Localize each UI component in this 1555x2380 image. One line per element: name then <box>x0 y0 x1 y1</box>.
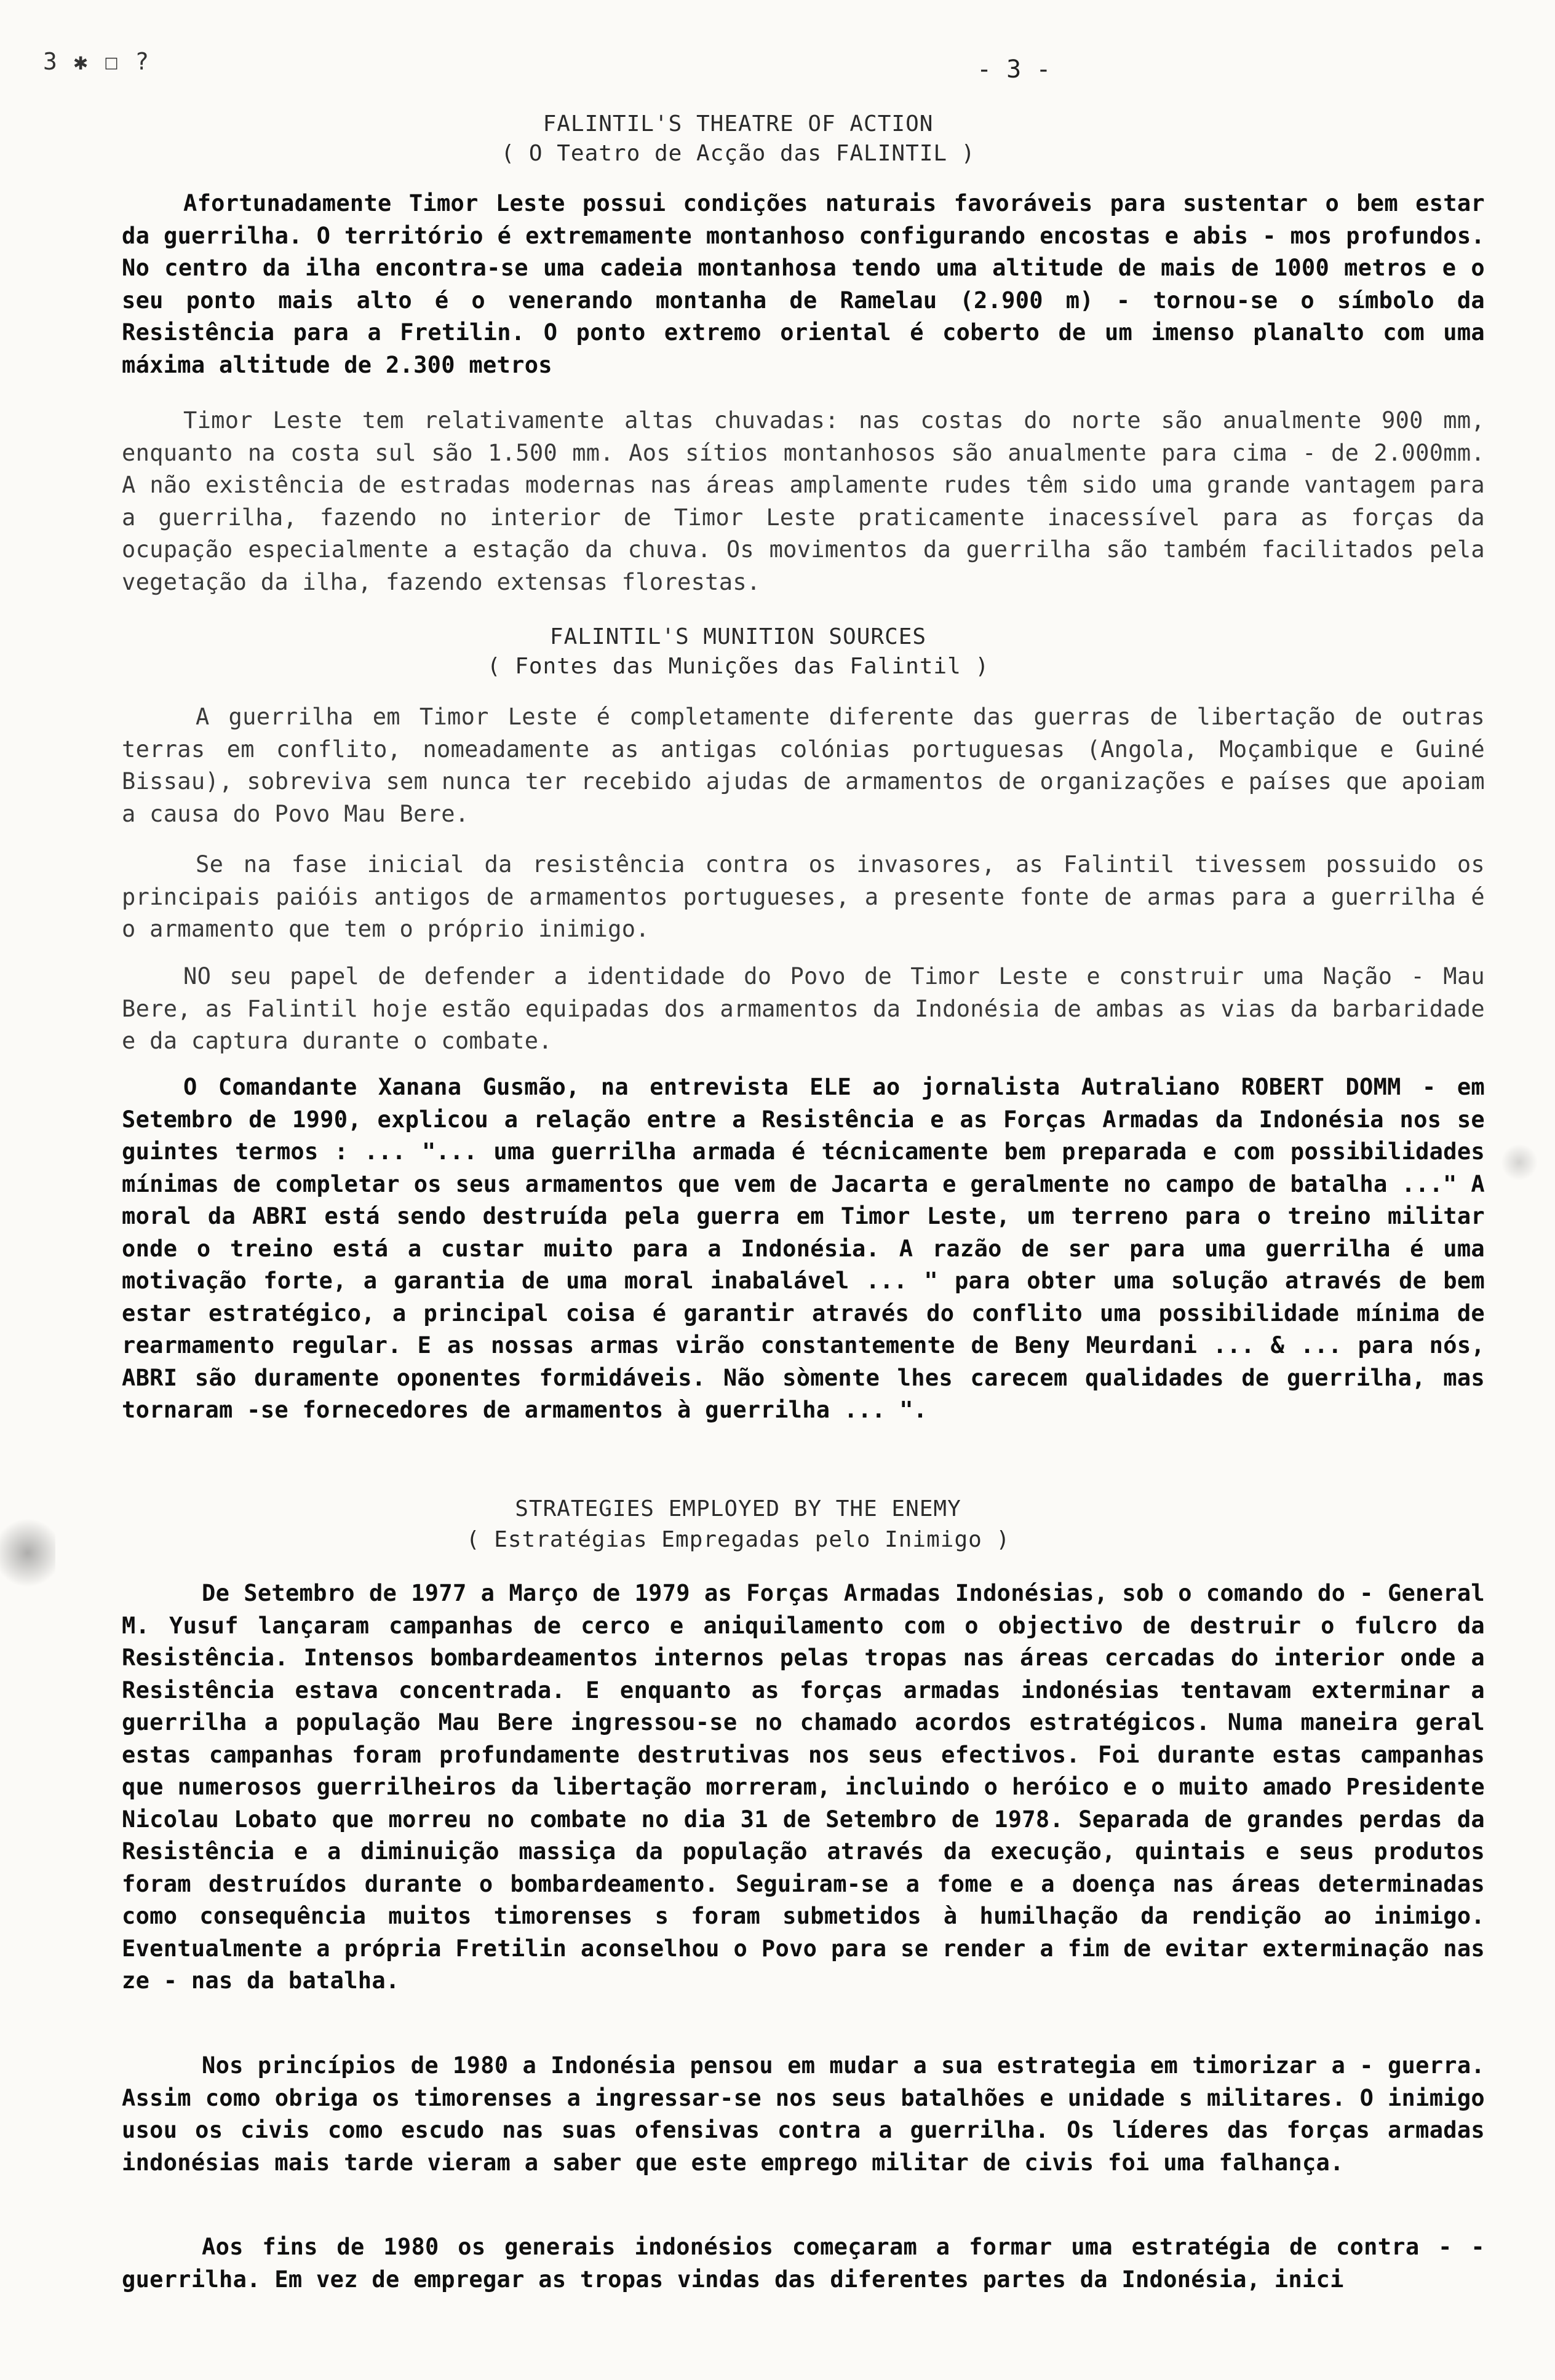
section-subheading-theatre: ( O Teatro de Acção das FALINTIL ) <box>501 141 976 166</box>
corner-handwritten-mark: 3 ✱ ☐ ? <box>43 48 151 75</box>
paragraph-theatre-2: Timor Leste tem relativamente altas chuvadas: nas costas do norte são anualmente 900 mm, enquanto na costa sul são 1.500 mm. Aos sítios montanhosos são anualmente para cima - de 2.000mm. A não existência de estradas modernas nas áreas amplamente rudes têm sido uma grande vantagem para a guerrilha, fazendo no interior de Timor Leste praticamente inacessível para as forças da ocupação especialmente a estação da chuva. Os movimentos da guerrilha são também facilitados pela vegetação da ilha, fazendo extensas florestas. <box>122 407 1485 595</box>
paragraph-strategies-1: De Setembro de 1977 a Março de 1979 as Forças Armadas Indonésias, sob o comando do - General M. Yusuf lançaram campanhas de cerco e aniquilamento com o objectivo de destruir o fulcro da Resistência. Intensos bombardeamentos internos pelas tropas nas áreas cercadas do interior onde a Resistência estava concentrada. E enquanto as forças armadas indonésias tentavam exterminar a guerrilha a população Mau Bere ingressou-se no chamado acordos estratégicos. Numa maneira geral estas campanhas foram profundamente destrutivas nos seus efectivos. Foi durante estas campanhas que numerosos guerrilheiros da libertação morreram, incluindo o heróico e o muito amado Presidente Nicolau Lobato que morreu no combate no dia 31 de Setembro de 1978. Separada de grandes perdas da Resistência e a diminuição massiça da população através da execução, quintais e seus produtos foram destruídos durante o bombardeamento. Seguiram-se a fome e a doença nas áreas determinadas como consequência muitos timorenses s foram submetidos à humilhação da rendição ao inimigo. Eventualmente a própria Fretilin aconselhou o Povo para se render a fim de evitar exterminação nas ze - nas da batalha. <box>122 1580 1485 1994</box>
section-heading-munition: FALINTIL'S MUNITION SOURCES <box>549 624 927 649</box>
scan-smudge-left <box>0 1513 55 1593</box>
paragraph-munition-3: NO seu papel de defender a identidade do Povo de Timor Leste e construir uma Nação - Mau Bere, as Falintil hoje estão equipadas dos armamentos da Indonésia de ambas as vias da barbaridade e da captura durante o combate. <box>122 963 1485 1054</box>
paragraph-munition-2: Se na fase inicial da resistência contra os invasores, as Falintil tivessem possuido os principais paióis antigos de armamentos portugueses, a presente fonte de armas para a guerrilha é o armamento que tem o próprio inimigo. <box>122 851 1485 942</box>
section-heading-theatre: FALINTIL'S THEATRE OF ACTION <box>543 111 934 137</box>
paragraph-strategies-2: Nos princípios de 1980 a Indonésia pensou em mudar a sua estrategia em timorizar a - guerra. Assim como obriga os timorenses a ingressar-se nos seus batalhões e unidade s militares. O inimigo usou os civis como escudo nas suas ofensivas contra a guerrilha. Os líderes das forças armadas indonésias mais tarde vieram a saber que este emprego militar de civis foi uma falhança. <box>122 2052 1485 2176</box>
scan-smudge-right <box>1501 1144 1538 1181</box>
section-subheading-strategies: ( Estratégias Empregadas pelo Inimigo ) <box>466 1527 1011 1552</box>
page-number: - 3 - <box>977 55 1051 84</box>
section-heading-strategies: STRATEGIES EMPLOYED BY THE ENEMY <box>515 1496 961 1521</box>
paragraph-theatre-1: Afortunadamente Timor Leste possui condições naturais favoráveis para sustentar o bem estar da guerrilha. O território é extremamente montanhoso configurando encostas e abis - mos profundos. No centro da ilha encontra-se uma cadeia montanhosa tendo uma altitude de mais de 1000 metros e o seu ponto mais alto é o venerando montanha de Ramelau (2.900 m) - tornou-se o símbolo da Resistência para a Fretilin. O ponto extremo oriental é coberto de um imenso planalto com uma máxima altitude de 2.300 metros <box>122 190 1485 378</box>
paragraph-strategies-3: Aos fins de 1980 os generais indonésios começaram a formar uma estratégia de contra - -guerrilha. Em vez de empregar as tropas vindas das diferentes partes da Indonésia, inici <box>122 2234 1485 2293</box>
paragraph-munition-1: A guerrilha em Timor Leste é completamente diferente das guerras de libertação de outras terras em conflito, nomeadamente as antigas colónias portuguesas (Angola, Moçambique e Guiné Bissau), sobreviva sem nunca ter recebido ajudas de armamentos de organizações e países que apoiam a causa do Povo Mau Bere. <box>122 704 1485 827</box>
paragraph-munition-4: O Comandante Xanana Gusmão, na entrevista ELE ao jornalista Autraliano ROBERT DOMM - em Setembro de 1990, explicou a relação entre a Resistência e as Forças Armadas da Indonésia nos se guintes termos : ... "... uma guerrilha armada é técnicamente bem preparada e com possibilidades mínimas de completar os seus armamentos que vem de Jacarta e geralmente no campo de batalha ..." A moral da ABRI está sendo destruída pela guerra em Timor Leste, um terreno para o treino militar onde o treino está a custar muito para a Indonésia. A razão de ser para uma guerrilha é uma motivação forte, a garantia de uma moral inabalável ... " para obter uma solução através de bem estar estratégico, a principal coisa é garantir através do conflito uma possibilidade mínima de rearmamento regular. E as nossas armas virão constantemente de Beny Meurdani ... & ... para nós, ABRI são duramente oponentes formidáveis. Não sòmente lhes carecem qualidades de guerrilha, mas tornaram -se fornecedores de armamentos à guerrilha ... ". <box>122 1074 1485 1423</box>
section-subheading-munition: ( Fontes das Munições das Falintil ) <box>487 654 990 679</box>
